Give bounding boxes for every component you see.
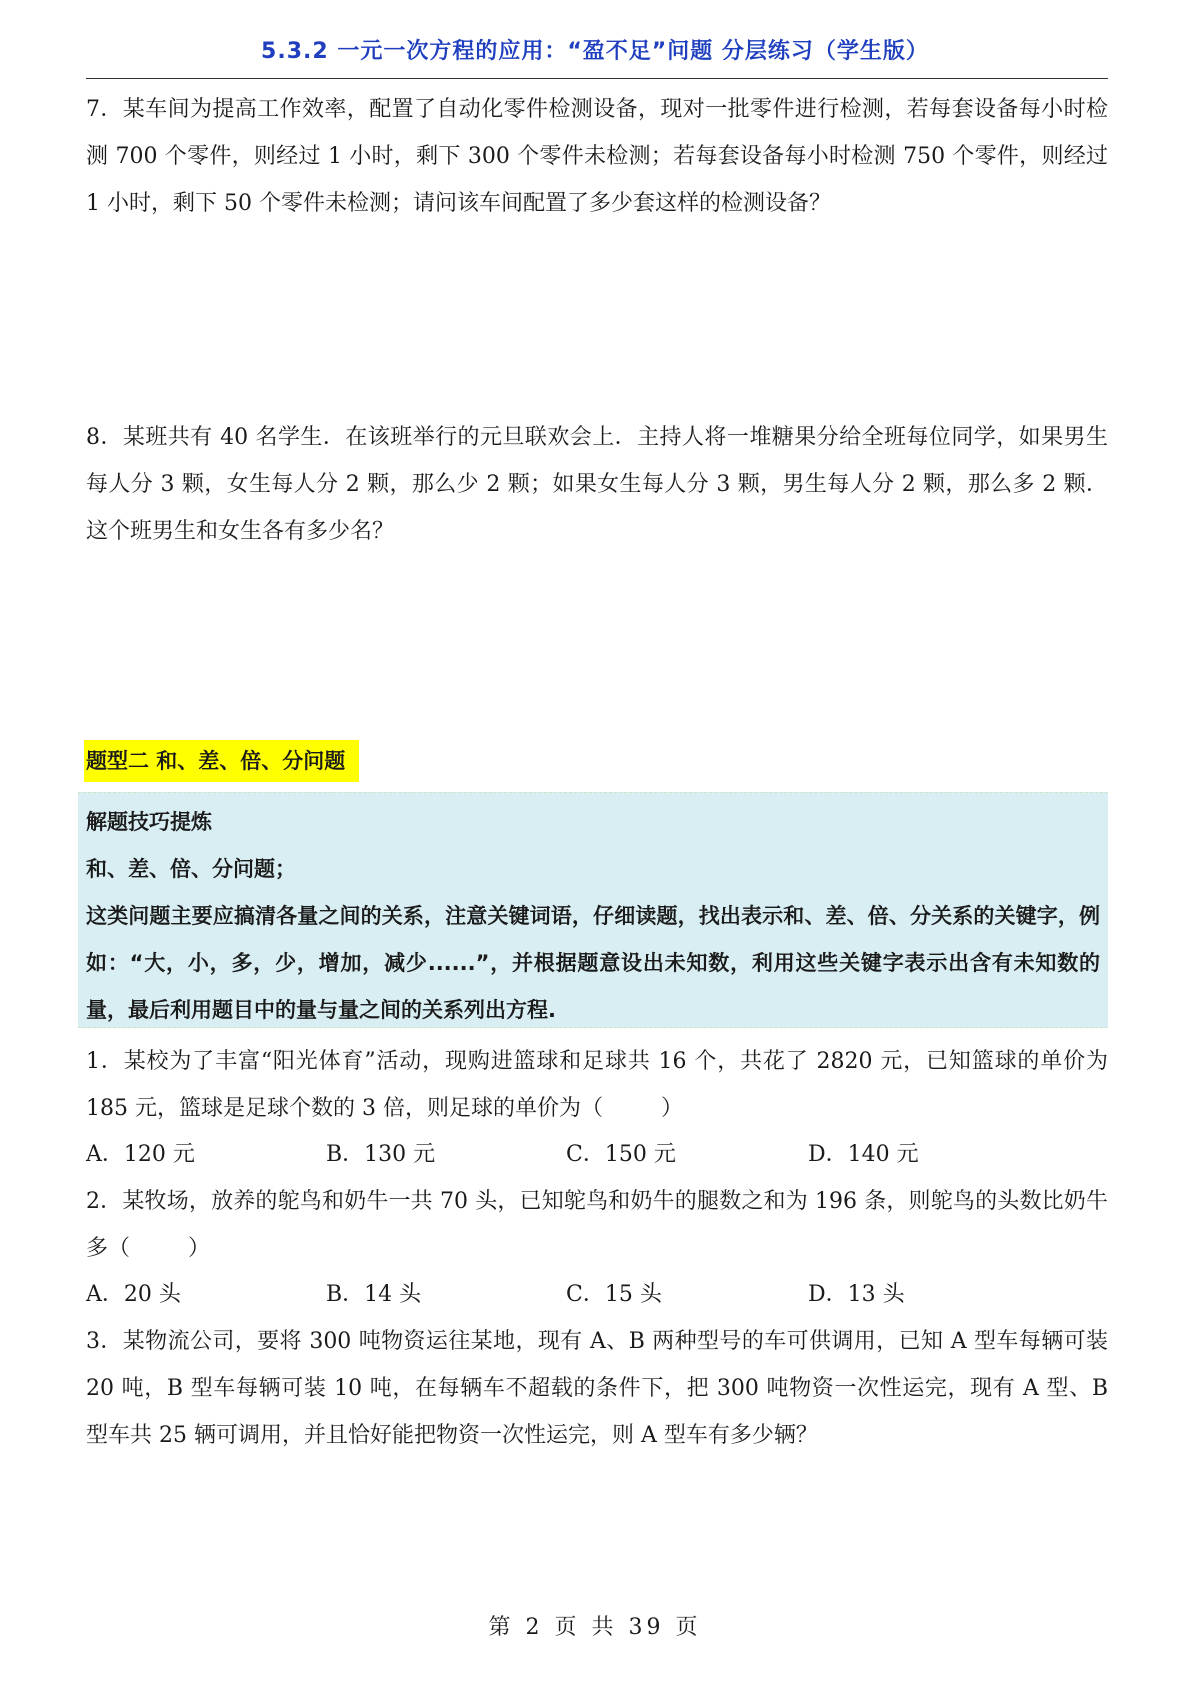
question-2-options	[86, 1271, 1108, 1318]
option-b: B．130 元	[326, 1142, 436, 1167]
option-c: C．150 元	[566, 1142, 676, 1167]
tips-box	[78, 792, 1108, 1028]
question-2	[86, 1178, 1108, 1272]
question-2-text: 2．某牧场，放养的鸵鸟和奶牛一共 70 头，已知鸵鸟和奶牛的腿数之和为 196 条，则鸵鸟的头数比奶牛多（	[86, 1189, 1108, 1261]
question-1-options	[86, 1131, 1108, 1178]
document-title: 5.3.2 一元一次方程的应用：“盈不足”问题 分层练习（学生版）	[261, 39, 929, 64]
question-3: 3．某物流公司，要将 300 吨物资运往某地，现有 A、B 两种型号的车可供调用，已知 A 型车每辆可装 20 吨，B 型车每辆可装 10 吨，在每辆车不超载的条件下，把 300 吨物资一次性运完，现有 A 型、B 型车共 25 辆可调用，并且恰好能把物资一次性运完，则 A 型车有多少辆？	[86, 1329, 1108, 1448]
question-7: 7．某车间为提高工作效率，配置了自动化零件检测设备，现对一批零件进行检测，若每套设备每小时检测 700 个零件，则经过 1 小时，剩下 300 个零件未检测；若每套设备每小时检测 750 个零件，则经过 1 小时，剩下 50 个零件未检测；请问该车间配置了多少套这样的检测设备？	[86, 97, 1108, 216]
tips-subheading: 和、差、倍、分问题；	[86, 857, 296, 881]
tips-body: 这类问题主要应搞清各量之间的关系，注意关键词语，仔细读题，找出表示和、差、倍、分关系的关键字，例如：“大，小，多，少，增加，减少......”，并根据题意设出未知数，利用这些关键字表示出含有未知数的量，最后利用题目中的量与量之间的关系列出方程.	[86, 904, 1100, 1022]
tips-heading: 解题技巧提炼	[86, 810, 212, 834]
question-1-close: ）	[660, 1096, 683, 1121]
question-1-text: 1．某校为了丰富“阳光体育”活动，现购进篮球和足球共 16 个，共花了 2820 元，已知篮球的单价为 185 元，篮球是足球个数的 3 倍，则足球的单价为（	[86, 1049, 1108, 1121]
page-number: 第 2 页 共 39 页	[488, 1615, 702, 1640]
option-c: C．15 头	[566, 1282, 662, 1307]
question-2-close: ）	[188, 1236, 211, 1261]
option-a: A．120 元	[86, 1142, 195, 1167]
question-1	[86, 1038, 1108, 1132]
question-8: 8．某班共有 40 名学生．在该班举行的元旦联欢会上．主持人将一堆糖果分给全班每位同学，如果男生每人分 3 颗，女生每人分 2 颗，那么少 2 颗；如果女生每人分 3 颗，男生每人分 2 颗，那么多 2 颗．这个班男生和女生各有多少名？	[86, 425, 1108, 544]
header-divider	[86, 78, 1108, 79]
option-a: A．20 头	[86, 1282, 181, 1307]
section-heading: 题型二 和、差、倍、分问题	[84, 740, 359, 782]
option-d: D．140 元	[808, 1142, 919, 1167]
option-b: B．14 头	[326, 1282, 422, 1307]
option-d: D．13 头	[808, 1282, 905, 1307]
